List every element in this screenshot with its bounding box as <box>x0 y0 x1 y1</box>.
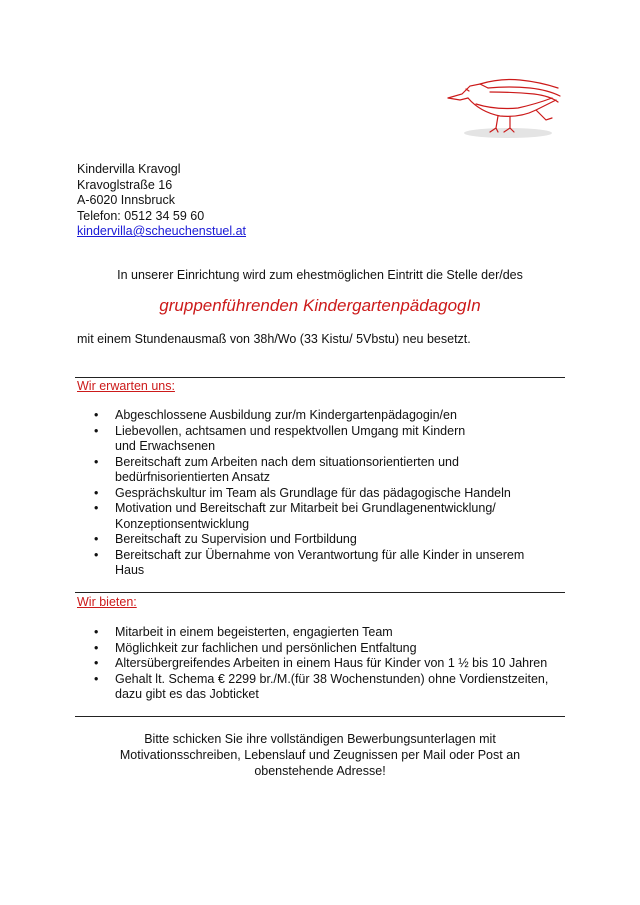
list-item: • Liebevollen, achtsamen und respektvollen Umgang mit Kindern und Erwachsenen <box>75 424 485 455</box>
phone: Telefon: 0512 34 59 60 <box>77 208 205 223</box>
list-item: • Altersübergreifendes Arbeiten in einem Haus für Kinder von 1 ½ bis 10 Jahren <box>75 656 570 671</box>
city: A-6020 Innsbruck <box>77 193 175 207</box>
expect-heading: Wir erwarten uns: <box>77 379 175 393</box>
closing-text <box>0 731 640 779</box>
list-item: • Motivation und Bereitschaft zur Mitarbeit bei Grundlagenentwicklung/ Konzeptionsentwicklung <box>75 501 535 532</box>
email-link[interactable]: kindervilla@scheuchenstuel.at <box>77 224 247 238</box>
closing-line: Bitte schicken Sie ihre vollständigen Bewerbungsunterlagen mit <box>144 732 496 746</box>
contact-address <box>77 162 246 240</box>
closing-line: obenstehende Adresse! <box>254 764 386 778</box>
divider <box>75 592 565 593</box>
divider <box>75 716 565 717</box>
list-item: • Abgeschlossene Ausbildung zur/m Kindergartenpädagogin/en <box>75 408 570 423</box>
list-item: • Gesprächskultur im Team als Grundlage für das pädagogische Handeln <box>75 486 570 501</box>
offer-heading: Wir bieten: <box>77 595 137 609</box>
position-title: gruppenführenden KindergartenpädagogIn <box>159 296 481 315</box>
expect-list <box>75 408 570 579</box>
offer-list <box>75 625 570 703</box>
divider <box>75 377 565 378</box>
org-name: Kindervilla Kravogl <box>77 162 181 176</box>
closing-line: Motivationsschreiben, Lebenslauf und Zeugnissen per Mail oder Post an <box>119 748 521 762</box>
intro-text: In unserer Einrichtung wird zum ehestmöglichen Eintritt die Stelle der/des <box>117 268 523 282</box>
list-item: • Gehalt lt. Schema € 2299 br./M.(für 38 Wochenstunden) ohne Vordienstzeiten, dazu gibt es das Jobticket <box>75 672 555 703</box>
list-item: • Bereitschaft zur Übernahme von Verantwortung für alle Kinder in unserem Haus <box>75 548 545 579</box>
list-item: • Bereitschaft zu Supervision und Fortbildung <box>75 532 570 547</box>
list-item: • Bereitschaft zum Arbeiten nach dem situationsorientierten und bedürfnisorientierten Ansatz <box>75 455 495 486</box>
hours-text: mit einem Stundenausmaß von 38h/Wo (33 Kistu/ 5Vbstu) neu besetzt. <box>77 332 471 346</box>
list-item: • Mitarbeit in einem begeisterten, engagierten Team <box>75 625 570 640</box>
street: Kravoglstraße 16 <box>77 177 173 192</box>
list-item: • Möglichkeit zur fachlichen und persönlichen Entfaltung <box>75 641 570 656</box>
red-crow-logo-icon <box>440 70 565 142</box>
